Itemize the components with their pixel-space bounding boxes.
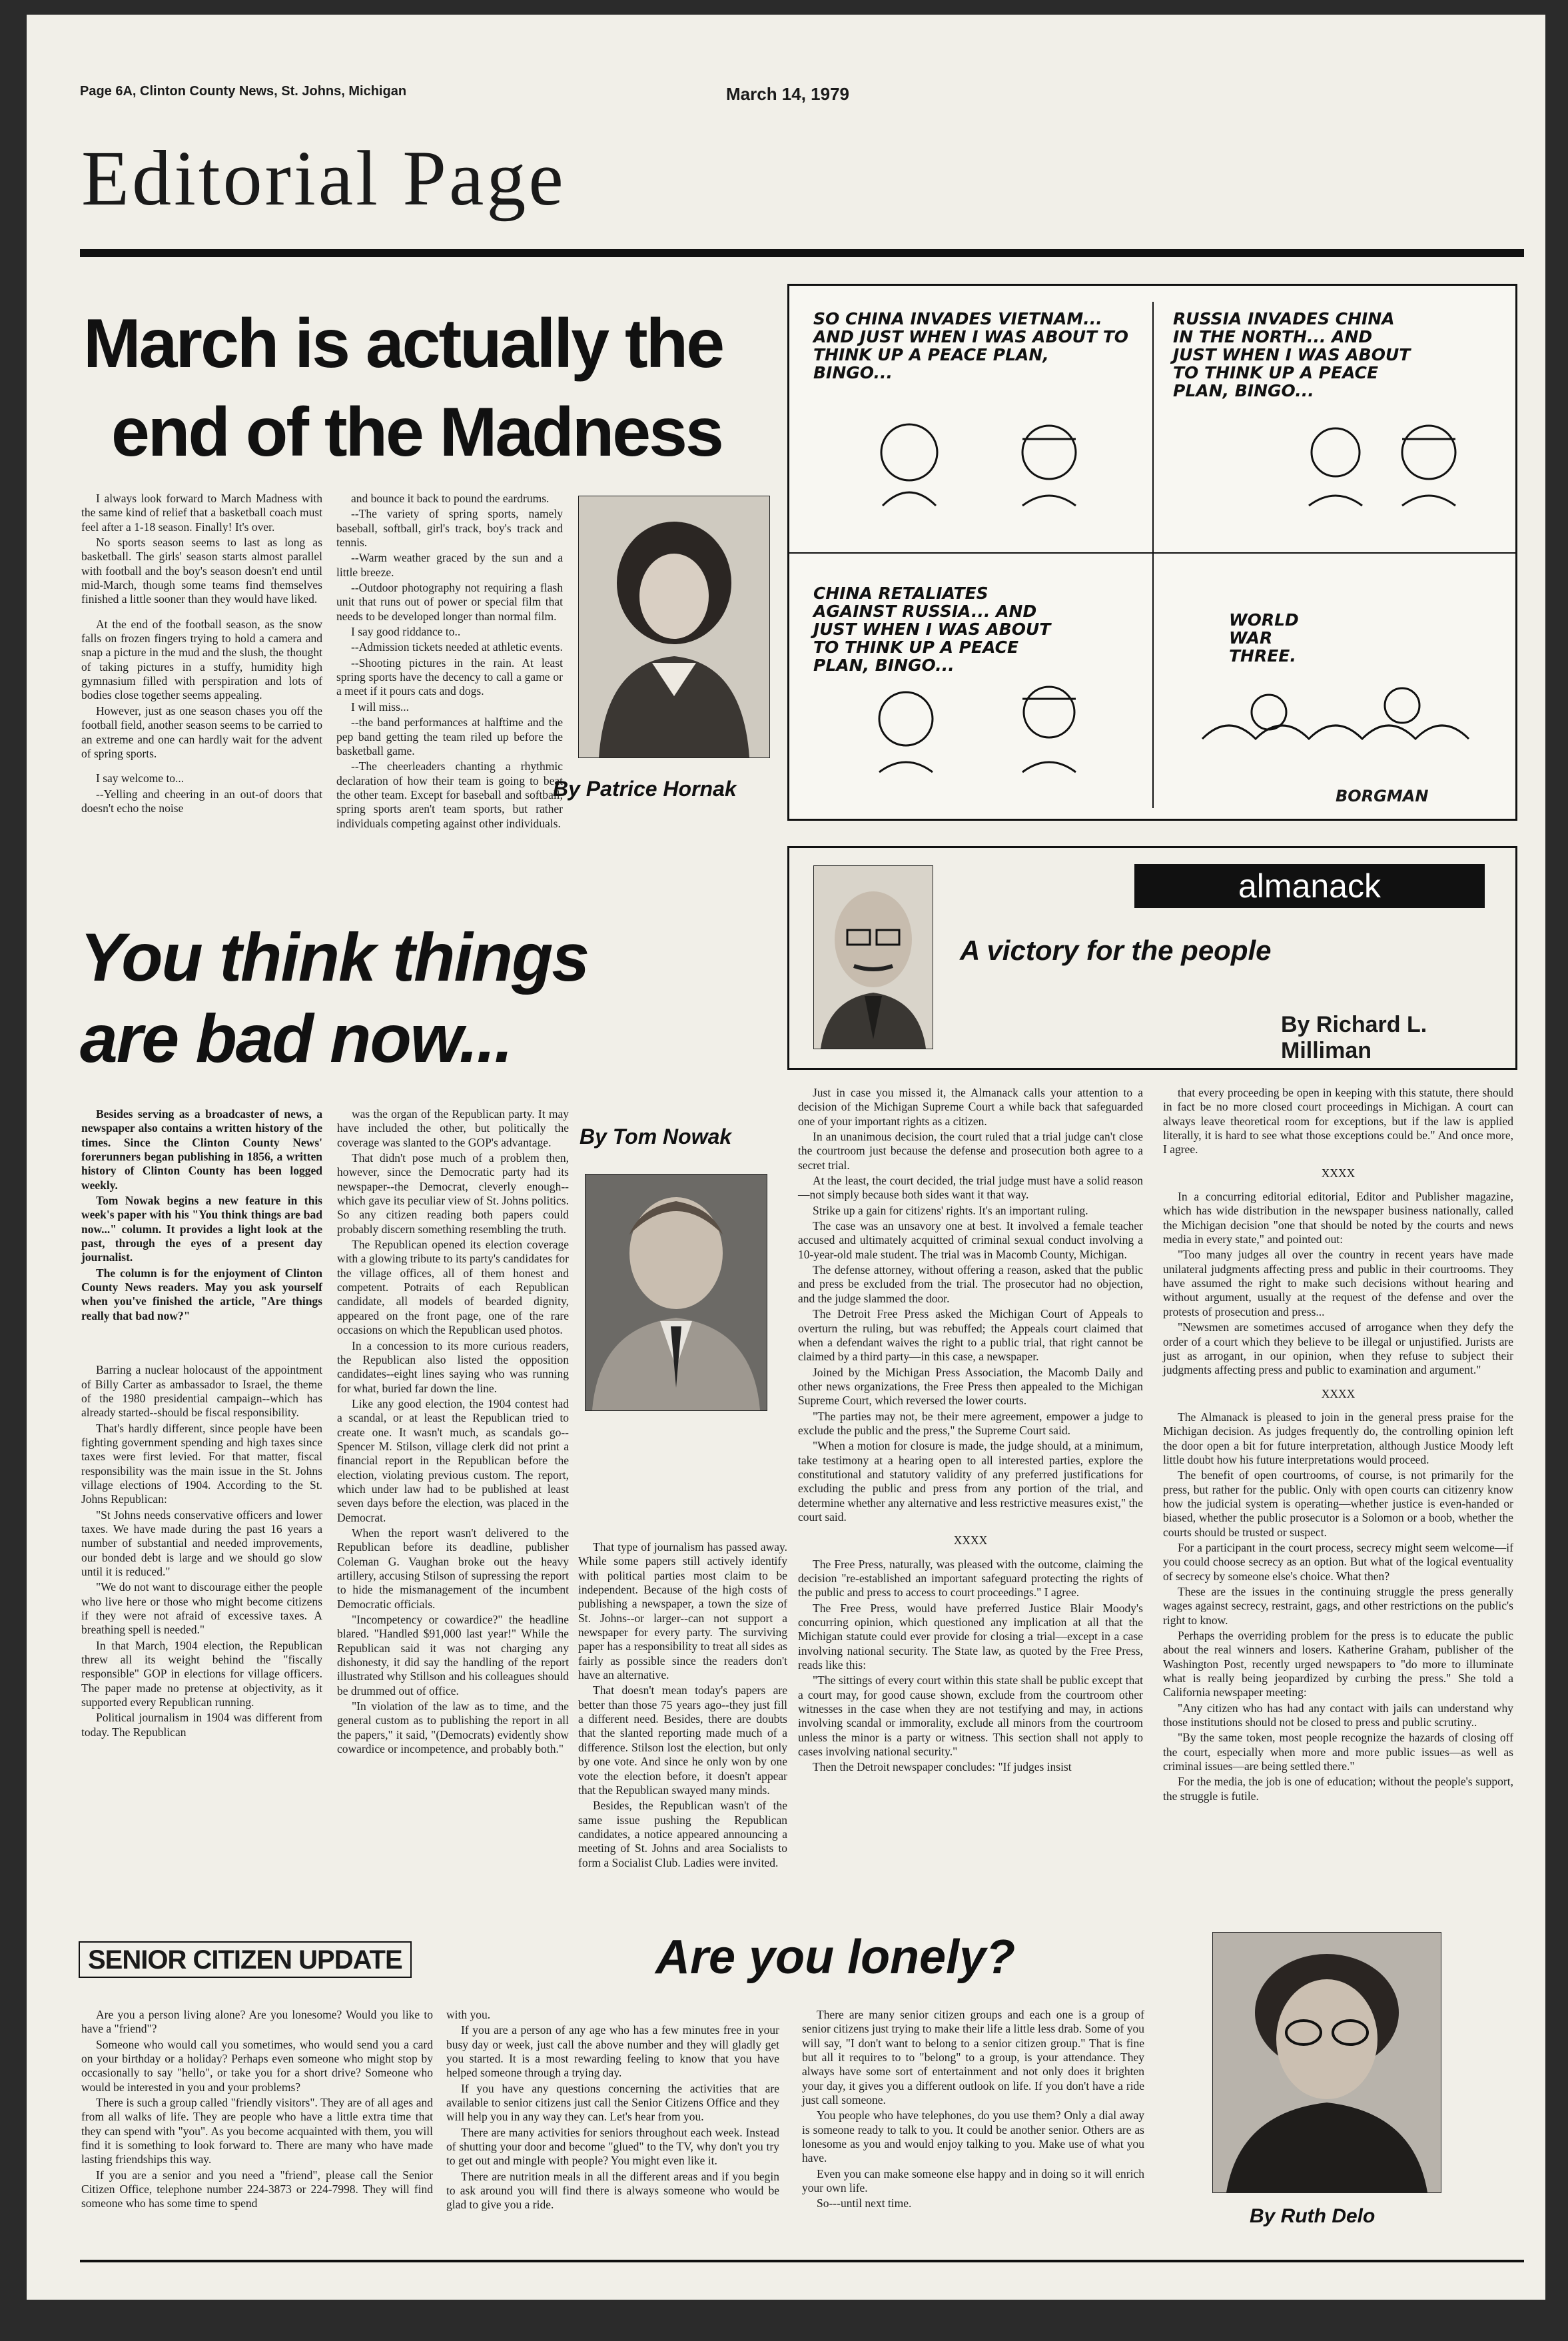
paragraph: The defense attorney, without offering a reason, asked that the public and press be excluded from the trial. The prosecutor had no objection, and the judge slammed the door. <box>798 1263 1143 1305</box>
paragraph: When the report wasn't delivered to the Republican before its deadline, publisher Coleman G. Vaughan broke out the heavy artillery, accusing Stilson of supressing the report to hide the mismanagement of the incumbent Democratic officials. <box>337 1526 569 1611</box>
paragraph: with you. <box>446 2008 491 2021</box>
almanack-box <box>787 846 1517 1070</box>
paragraph: That's hardly different, since people have been fighting government spending and high taxes since taxes were first levied. For that matter, fiscal responsibility was the main issue in the St. Johns village elections of 1904. According to the St. Johns Republican: <box>81 1421 322 1506</box>
almanack-byline: By Richard L. Milliman <box>1281 1012 1427 1063</box>
paragraph: Political journalism in 1904 was different from today. The Republican <box>81 1711 322 1739</box>
issue-date: March 14, 1979 <box>726 84 850 104</box>
paragraph: I always look forward to March Madness with the same kind of relief that a basketball coach must feel after a 1-18 season. Finally! It's over. <box>81 492 322 534</box>
paragraph: There are many activities for seniors throughout each week. Instead of shutting your door and become "glued" to the TV, why don't you try to get out and mingle with people? You might even like it. <box>446 2125 779 2168</box>
section-separator: XXXX <box>953 1534 988 1548</box>
senior-col2 <box>446 2008 779 2214</box>
section-separator: XXXX <box>1321 1386 1356 1400</box>
nowak-headline-line1: You think things <box>80 919 589 995</box>
intro-paragraph: Tom Nowak begins a new feature in this week's paper with his "You think things are bad now..." column. It provides a light look at the past, through the eyes of a present day journalist. <box>81 1194 322 1264</box>
paragraph: That type of journalism has passed away. While some papers still actively identify with political parties most claim to be independent. Because of the high costs of publishing a newspaper, a town the size of St. Johns--or larger--can not support a newspaper for every party. The surviving paper has a responsibility to treat all sides as fairly as possible since the readers don't have an alternative. <box>578 1540 787 1682</box>
senior-col1 <box>81 2008 433 2212</box>
senior-byline: By Ruth Delo <box>1250 2205 1375 2227</box>
nowak-headline <box>80 919 773 1077</box>
paragraph: I say good riddance to.. <box>351 625 461 639</box>
paragraph: The Republican opened its election coverage with a glowing tribute to its party's candidates for the village offices, all of them honest and competent. Potraits of each Republican candidate, all models of bearded dignity, appeared on the front page, one of the rare occasions on which the Republican used photos. <box>337 1238 569 1337</box>
paragraph: In a concession to its more curious readers, the Republican also listed the opposition candidates--eight lines saying who was running for what, buried far down the line. <box>337 1338 569 1395</box>
senior-update-title: SENIOR CITIZEN UPDATE <box>79 1941 412 1978</box>
tom-nowak-photo <box>585 1174 767 1411</box>
paragraph: --Warm weather graced by the sun and a little breeze. <box>336 551 563 579</box>
paragraph: The Free Press, naturally, was pleased with the outcome, claiming the decision "re-established an important safeguard protecting the rights of the public and press to access to court proceedings." I agree. <box>798 1557 1143 1600</box>
cartoon-panel4-caption: WORLD WAR THREE. <box>1229 610 1299 666</box>
paragraph: Then the Detroit newspaper concludes: "If judges insist <box>813 1760 1072 1774</box>
paragraph: For the media, the job is one of education; without the people's support, the struggle is futile. <box>1163 1775 1513 1803</box>
intro-paragraph: The column is for the enjoyment of Clinton County News readers. May you ask yourself when you've finished the article, "Are things really that bad now?" <box>81 1266 322 1322</box>
ruth-delo-photo <box>1212 1932 1441 2193</box>
cartoonist-signature: BORGMAN <box>1336 787 1429 805</box>
paragraph: "Any citizen who has had any contact with jails can understand why those institutions should not be closed to press and public scrutiny.. <box>1163 1701 1513 1729</box>
paragraph: "We do not want to discourage either the people who live here or those who might become citizens if they were not afraid of excessive taxes. A breathing spell is needed." <box>81 1580 322 1637</box>
paragraph: I say welcome to... <box>96 771 185 785</box>
page-info: Page 6A, Clinton County News, St. Johns, Michigan <box>80 84 407 99</box>
madness-col1 <box>81 492 322 817</box>
paragraph: --The cheerleaders chanting a rhythmic declaration of how their team is going to beat the other team. Except for baseball and softball, spring sports aren't team sports, but rather individuals competing against other individuals. <box>336 759 563 830</box>
paragraph: In a concurring editorial editorial, Editor and Publisher magazine, which has wide distribution in the newspaper business nationally, called the Michigan decision "one that should be noted by the courts and news media in every state," and pointed out: <box>1163 1190 1513 1246</box>
paragraph: If you are a person of any age who has a few minutes free in your busy day or week, just call the above number and they will gladly get you started. It is a most rewarding feeling to know that you have helped someone through a trying day. <box>446 2023 779 2080</box>
almanack-headline: A victory for the people <box>960 935 1272 966</box>
paragraph: "Too many judges all over the country in recent years have made unilateral judgments affecting press and public in their courtrooms. They have assumed the right to make such decisions without hearing and without argument, usually at the request of the defense and over the protests of prosecution and press... <box>1163 1248 1513 1318</box>
nowak-headline-line2: are bad now... <box>80 1001 512 1077</box>
paragraph: In an unanimous decision, the court ruled that a trial judge can't close the courtroom just because the defense and prosecution both agree to a secret trial. <box>798 1130 1143 1172</box>
almanack-col2 <box>1163 1086 1513 1805</box>
paragraph: Strike up a gain for citizens' rights. It's an important ruling. <box>813 1203 1088 1217</box>
paragraph: "Incompetency or cowardice?" the headline blared. "Handled $91,000 last year!" While the Republican said it was not charging any dishonesty, it did say the handling of the report illustrated why Stillson and his colleagues should be drummed out of office. <box>337 1613 569 1697</box>
paragraph: "In violation of the law as to time, and the general custom as to publishing the report in all the papers," it said, "(Democrats) evidently show cowardice or incompetence, and probably both." <box>337 1699 569 1756</box>
paragraph: If you are a senior and you need a "friend", please call the Senior Citizen Office, telephone number 224-3873 or 224-7998. They will find someone who has some time to spend <box>81 2168 433 2210</box>
cartoon-panel3-caption: CHINA RETALIATES AGAINST RUSSIA... AND JUST WHEN I WAS ABOUT TO THINK UP A PEACE PLAN, BINGO... <box>813 584 1051 675</box>
paragraph: At the least, the court decided, the trial judge must have a solid reason—not simply because both sides want it that way. <box>798 1174 1143 1202</box>
section-title: Editorial Page <box>81 135 566 222</box>
paragraph: There are many senior citizen groups and each one is a group of senior citizens just trying to make their life a little less drab. Some of you will say, "I don't want to belong to a senior citizen group." That is fine but all it requires to to "belong" to a group, is your attendance. They always have some sort of entertainment and not only does it brighten your day, it gives you a different outlook on life. If you don't have a ride just call someone. <box>802 2008 1144 2107</box>
paragraph: --Admission tickets needed at athletic events. <box>351 640 563 654</box>
nowak-col1 <box>81 1107 322 1741</box>
paragraph: Even you can make someone else happy and in doing so it will enrich your own life. <box>802 2166 1144 2195</box>
paragraph: There is such a group called "friendly visitors". They are of all ages and from all walks of life. They are people who have a little extra time that they can spend with "you". As you become acquainted with them, you will find it is something to look forward to. There are many who have made lasting friendships this way. <box>81 2096 433 2166</box>
paragraph: "The parties may not, be their mere agreement, empower a judge to exclude the public and the press," the Supreme Court said. <box>798 1409 1143 1437</box>
paragraph: At the end of the football season, as the snow falls on frozen fingers trying to hold a camera and snap a picture in the mud and the slush, the thought of taking pictures in a stuffy, humidity high gymnasium filled with perspiration and lots of bodies close together seems appealing. <box>81 617 322 702</box>
paragraph: --Outdoor photography not requiring a flash unit that runs out of power or special film that needs to be developed longer than normal film. <box>336 581 563 623</box>
nowak-byline: By Tom Nowak <box>580 1125 732 1149</box>
paragraph: "When a motion for closure is made, the judge should, at a minimum, take testimony at a hearing open to all interested parties, explore the constitutional and statutory validity of any preferred justifications for excluding the public and press from any portion of the trial, and determine whether any alternative and less restrictive measures exist," the court said. <box>798 1439 1143 1524</box>
richard-milliman-photo <box>813 865 933 1049</box>
political-cartoon <box>787 284 1517 821</box>
paragraph: Like any good election, the 1904 contest had a scandal, or at least the Republican tried to create one. It wasn't much, as scandals go--Spencer M. Stilson, village clerk did not print a financial report in the Republican before the election, violating previous custom. The report, which under law had to be published at least seven days before the election, was placed in the Democrat. <box>337 1396 569 1524</box>
paragraph: In that March, 1904 election, the Republican threw all its weight behind the "fiscally responsible" GOP in elections for village officers. The paper made no pretense at objectivity, as it supported every Republican running. <box>81 1638 322 1709</box>
paragraph: --Shooting pictures in the rain. At least spring sports have the decency to call a game or a meet if it pours cats and dogs. <box>336 656 563 698</box>
paragraph: --The variety of spring sports, namely baseball, softball, girl's track, boy's track and tennis. <box>336 507 563 550</box>
paragraph: "St Johns needs conservative officers and lower taxes. We have made during the past 16 years a number of substantial and needed improvements, our bonded debt is large and we should go slow until it is reduced." <box>81 1508 322 1578</box>
paragraph: "The sittings of every court within this state shall be public except that a court may, for good cause shown, exclude from the courtroom other witnesses in the case when they are not testifying and may, in actions involving scandal or immorality, exclude all minors from the courtroom unless the minor is a party or witness. This section shall not apply to cases involving national security." <box>798 1673 1143 1759</box>
masthead-rule <box>80 249 1524 257</box>
paragraph: That doesn't mean today's papers are better than those 75 years ago--they just fill a different need. Besides, there are doubts that the slanted reporting made much of a difference. Stilson lost the election, but only by one vote. And since he only won by one vote the election before, it doesn't appear that the Republican swayed many minds. <box>578 1683 787 1797</box>
almanack-col1 <box>798 1086 1143 1776</box>
almanack-label: almanack <box>1134 864 1485 908</box>
paragraph: and bounce it back to pound the eardrums. <box>351 492 550 505</box>
paragraph: Are you a person living alone? Are you lonesome? Would you like to have a "friend"? <box>81 2008 433 2036</box>
madness-headline <box>83 305 789 472</box>
paragraph: that every proceeding be open in keeping with this statute, there should in fact be no more closed court proceedings in Michigan. A court can always leave theoretical room for exceptions, but if the law is applied literally, it is hard to see what those exceptions could be." And once more, I agree. <box>1163 1086 1513 1157</box>
paragraph: However, just as one season chases you off the football field, another season seems to be carried to an extreme and one can hardly wait for the advent of spring sports. <box>81 703 322 760</box>
intro-paragraph: Besides serving as a broadcaster of news, a newspaper also contains a written history of the times. Since the Clinton County News' forerunners began publishing in 1856, a written history of Clinton County has been logged weekly. <box>81 1107 322 1192</box>
paragraph: There are nutrition meals in all the different areas and if you begin to ask around you will find there is always someone who would be glad to give you a ride. <box>446 2169 779 2212</box>
paragraph: Barring a nuclear holocaust of the appointment of Billy Carter as ambassador to Israel, the theme of the 1980 presidential campaign--which has already started--should be fiscal responsibility. <box>81 1363 322 1420</box>
paragraph: Someone who would call you sometimes, who would send you a card on your birthday or a holiday? Perhaps even someone who might stop by occasionally to say "hello", or take you for a short drive? Someone who would be interested in you and your problems? <box>81 2037 433 2094</box>
paragraph: --the band performances at halftime and the pep band getting the team riled up before the basketball game. <box>336 715 563 757</box>
paragraph: The Almanack is pleased to join in the general press praise for the Michigan decision. As judges frequently do, the controlling opinion left the door open a bit for future interpretation, although Justice Moody left little doubt how his future interpretations would proceed. <box>1163 1410 1513 1466</box>
paragraph: Joined by the Michigan Press Association, the Macomb Daily and other news organizations, the Free Press then appealed to the Michigan Supreme Court, which reversed the lower courts. <box>798 1365 1143 1408</box>
paragraph: These are the issues in the continuing struggle the press generally wages against secrecy, restraint, gags, and other restrictions on the public's right to know. <box>1163 1585 1513 1627</box>
paragraph: Perhaps the overriding problem for the press is to educate the public about the real winners and losers. Katherine Graham, publisher of the Washington Post, recently urged newspapers to "do more to illuminate what is really being jeopardized by curbing the press." She told a California newspaper meeting: <box>1163 1629 1513 1699</box>
senior-col3 <box>802 2008 1144 2212</box>
senior-headline: Are you lonely? <box>655 1931 1016 1984</box>
paragraph: Besides, the Republican wasn't of the same issue pushing the Republican candidates, a notice appeared announcing a meeting of St. Johns and area Socialists to form a Socialist Club. Ladies were invited. <box>578 1799 787 1869</box>
paragraph: That didn't pose much of a problem then, however, since the Democratic party had its newspaper--the Democrat, cleverly enough--which gave its peculiar view of St. Johns politics. So any citizen reading both papers could probably discern something resembling the truth. <box>337 1151 569 1236</box>
paragraph: "Newsmen are sometimes accused of arrogance when they defy the order of a court which they believe to be illegal or unjustified. Jurists are just as arrogant, in our opinion, when they refuse to subject their judgments affecting press and public to examination and argument." <box>1163 1320 1513 1377</box>
paragraph: The Detroit Free Press asked the Michigan Court of Appeals to overturn the ruling, but was rebuffed; the Appeals court claimed that when a defendant waives the right to a public trial, that right cannot be claimed by a third party—in this case, a newspaper. <box>798 1307 1143 1364</box>
paragraph: was the organ of the Republican party. It may have included the other, but politically the coverage was slanted to the GOP's advantage. <box>337 1107 569 1149</box>
paragraph: The case was an unsavory one at best. It involved a female teacher accused and ultimately acquitted of criminal sexual conduct involving a 10-year-old male student. The trial was in Macomb County, Michigan. <box>798 1219 1143 1261</box>
section-separator: XXXX <box>1321 1166 1356 1180</box>
paragraph: So---until next time. <box>817 2196 912 2210</box>
paragraph: If you have any questions concerning the activities that are available to senior citizens just call the Senior Citizens Office and they will help you in any way they can. Let's hear from you. <box>446 2081 779 2124</box>
madness-byline: By Patrice Hornak <box>553 777 737 801</box>
paragraph: You people who have telephones, do you use them? Only a dial away is someone ready to talk to you. It could be another senior. Others are as lonesome as you and would enjoy talking to you. Make use of what you have. <box>802 2108 1144 2165</box>
madness-headline-line2: end of the Madness <box>111 394 722 472</box>
footer-rule <box>80 2260 1524 2262</box>
paragraph: --Yelling and cheering in an out-of doors that doesn't echo the noise <box>81 787 322 815</box>
patrice-hornak-photo <box>578 496 770 758</box>
nowak-col2 <box>337 1107 569 1757</box>
paragraph: No sports season seems to last as long as basketball. The girls' season starts almost parallel with football and the boy's season doesn't end until mid-March, though some teams find themselves finished a little sooner than they would have liked. <box>81 536 322 606</box>
madness-headline-line1: March is actually the <box>83 305 723 382</box>
madness-col2 <box>336 492 563 832</box>
paragraph: The Free Press, would have preferred Justice Blair Moody's concurring opinion, which questioned any implication at all that the Michigan statute could ever provide for closing a trial—except in a case involving national security. The State law, as quoted by the Free Press, reads like this: <box>798 1601 1143 1672</box>
nowak-col3 <box>578 1540 787 1871</box>
paragraph: For a participant in the court process, secrecy might seem welcome—if you could choose secrecy as an option. But what of the logical eventuality of secrecy by someone else's choice. What then? <box>1163 1540 1513 1583</box>
paragraph: The benefit of open courtrooms, of course, is not primarily for the press, but rather for the public. Only with open courts can citizenry know how the judicial system is operating—whether justice is even-handed or biased, whether the public prosecutor is a Solomon or a boob, whether the courts should be trusted or suspect. <box>1163 1468 1513 1539</box>
cartoon-panel2-caption: RUSSIA INVADES CHINA IN THE NORTH... AND JUST WHEN I WAS ABOUT TO THINK UP A PEACE PLAN, BINGO... <box>1173 309 1411 400</box>
cartoon-panel1-caption: SO CHINA INVADES VIETNAM... AND JUST WHEN I WAS ABOUT TO THINK UP A PEACE PLAN, BINGO... <box>813 309 1129 382</box>
cartoon-drawings <box>789 286 1515 819</box>
paragraph: I will miss... <box>351 700 410 713</box>
newspaper-page <box>27 15 1545 2300</box>
paragraph: Just in case you missed it, the Almanack calls your attention to a decision of the Michigan Supreme Court a while back that safeguarded one of your important rights as a citizen. <box>798 1086 1143 1128</box>
paragraph: "By the same token, most people recognize the hazards of closing off the court, especially when more and more public issues—as well as criminal issues—are being settled there." <box>1163 1731 1513 1773</box>
